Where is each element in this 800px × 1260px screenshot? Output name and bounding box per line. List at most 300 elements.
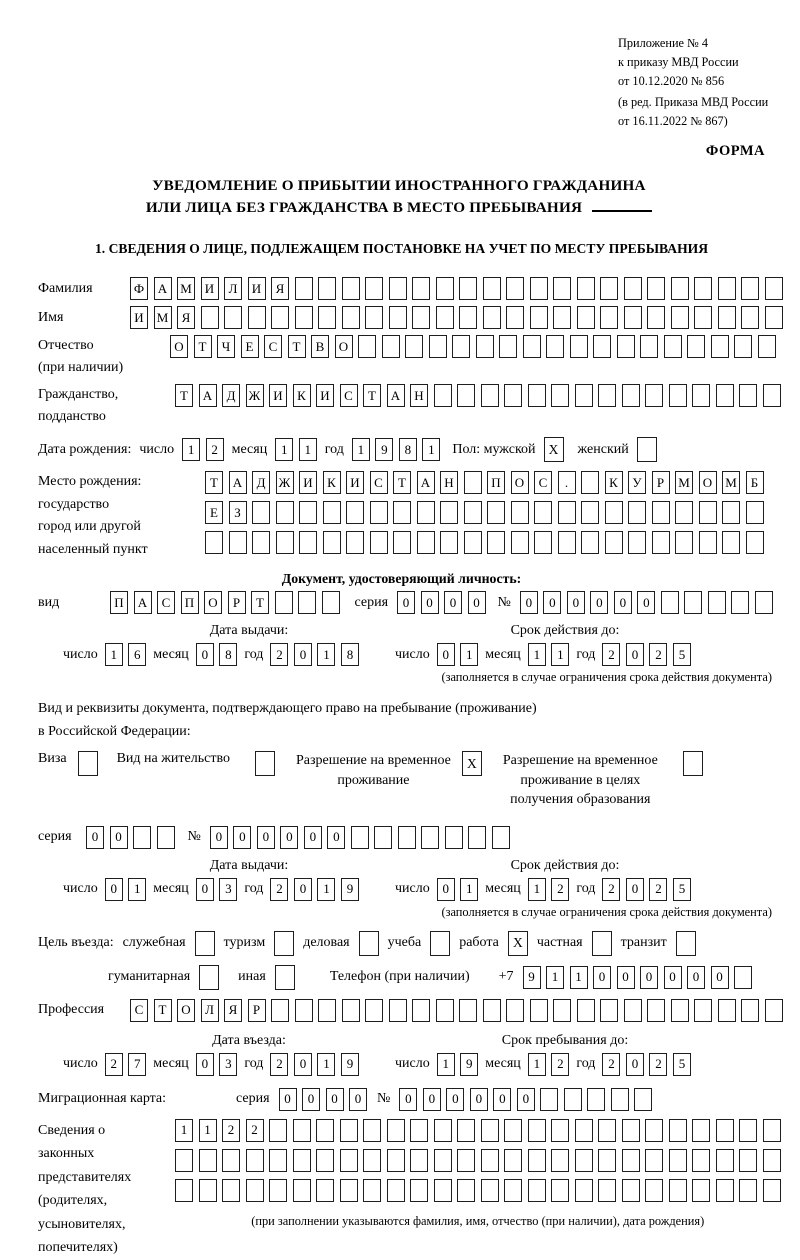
form-cell[interactable] — [175, 1179, 193, 1202]
form-cell[interactable]: 1 — [182, 438, 200, 461]
form-cell[interactable]: С — [534, 471, 552, 494]
form-cell[interactable] — [765, 999, 783, 1022]
form-cell[interactable] — [252, 531, 270, 554]
form-cell[interactable]: 0 — [617, 966, 635, 989]
form-cell[interactable]: Е — [205, 501, 223, 524]
form-cell[interactable] — [481, 384, 499, 407]
form-cell[interactable] — [575, 1119, 593, 1142]
form-cell[interactable]: 1 — [299, 438, 317, 461]
form-cell[interactable]: 0 — [640, 966, 658, 989]
form-cell[interactable] — [652, 531, 670, 554]
form-cell[interactable]: 0 — [593, 966, 611, 989]
form-cell[interactable] — [199, 1179, 217, 1202]
form-cell[interactable] — [530, 277, 548, 300]
form-cell[interactable] — [205, 531, 223, 554]
form-cell[interactable] — [434, 1179, 452, 1202]
form-cell[interactable]: 1 — [175, 1119, 193, 1142]
form-cell[interactable] — [483, 277, 501, 300]
form-cell[interactable] — [534, 531, 552, 554]
form-cell[interactable] — [731, 591, 749, 614]
form-cell[interactable]: И — [130, 306, 148, 329]
form-cell[interactable]: О — [335, 335, 353, 358]
form-cell[interactable]: 1 — [460, 643, 478, 666]
form-cell[interactable] — [504, 1119, 522, 1142]
form-cell[interactable]: 2 — [270, 643, 288, 666]
form-cell[interactable]: У — [628, 471, 646, 494]
form-cell[interactable] — [647, 306, 665, 329]
form-cell[interactable] — [611, 1088, 629, 1111]
form-cell[interactable] — [645, 1149, 663, 1172]
form-cell[interactable] — [528, 1179, 546, 1202]
form-cell[interactable]: И — [269, 384, 287, 407]
form-cell[interactable]: 0 — [446, 1088, 464, 1111]
form-cell[interactable]: 0 — [614, 591, 632, 614]
form-cell[interactable]: 0 — [294, 878, 312, 901]
form-cell[interactable]: 0 — [493, 1088, 511, 1111]
purpose-private-checkbox[interactable] — [592, 931, 612, 956]
form-cell[interactable] — [763, 1179, 781, 1202]
form-cell[interactable]: 0 — [421, 591, 439, 614]
form-cell[interactable] — [440, 531, 458, 554]
form-cell[interactable]: М — [177, 277, 195, 300]
form-cell[interactable] — [716, 384, 734, 407]
form-cell[interactable] — [346, 501, 364, 524]
form-cell[interactable] — [669, 1119, 687, 1142]
form-cell[interactable] — [222, 1179, 240, 1202]
form-cell[interactable] — [624, 306, 642, 329]
form-cell[interactable] — [739, 1179, 757, 1202]
form-cell[interactable] — [316, 1119, 334, 1142]
form-cell[interactable]: 0 — [423, 1088, 441, 1111]
form-cell[interactable]: 1 — [528, 1053, 546, 1076]
form-cell[interactable] — [722, 501, 740, 524]
form-cell[interactable]: А — [134, 591, 152, 614]
form-cell[interactable]: Т — [194, 335, 212, 358]
form-cell[interactable] — [365, 277, 383, 300]
form-cell[interactable] — [351, 826, 369, 849]
form-cell[interactable]: Я — [224, 999, 242, 1022]
form-cell[interactable] — [295, 999, 313, 1022]
form-cell[interactable]: . — [558, 471, 576, 494]
form-cell[interactable] — [133, 826, 151, 849]
form-cell[interactable] — [412, 306, 430, 329]
form-cell[interactable]: 2 — [270, 878, 288, 901]
form-cell[interactable] — [652, 501, 670, 524]
form-cell[interactable] — [530, 306, 548, 329]
form-cell[interactable]: 1 — [528, 643, 546, 666]
form-cell[interactable] — [684, 591, 702, 614]
form-cell[interactable]: 9 — [523, 966, 541, 989]
form-cell[interactable]: Н — [410, 384, 428, 407]
form-cell[interactable]: 2 — [602, 643, 620, 666]
form-cell[interactable]: 1 — [105, 643, 123, 666]
form-cell[interactable] — [687, 335, 705, 358]
form-cell[interactable]: К — [323, 471, 341, 494]
form-cell[interactable] — [363, 1179, 381, 1202]
form-cell[interactable] — [374, 826, 392, 849]
form-cell[interactable] — [481, 1119, 499, 1142]
form-cell[interactable] — [457, 1179, 475, 1202]
form-cell[interactable]: 0 — [626, 1053, 644, 1076]
form-cell[interactable] — [269, 1119, 287, 1142]
form-cell[interactable] — [387, 1119, 405, 1142]
form-cell[interactable] — [504, 1179, 522, 1202]
form-cell[interactable] — [763, 384, 781, 407]
form-cell[interactable]: О — [699, 471, 717, 494]
form-cell[interactable] — [558, 531, 576, 554]
form-cell[interactable]: 2 — [551, 1053, 569, 1076]
form-cell[interactable]: П — [181, 591, 199, 614]
form-cell[interactable] — [436, 999, 454, 1022]
form-cell[interactable] — [716, 1119, 734, 1142]
form-cell[interactable] — [387, 1149, 405, 1172]
form-cell[interactable] — [316, 1179, 334, 1202]
form-cell[interactable] — [551, 384, 569, 407]
form-cell[interactable] — [718, 277, 736, 300]
form-cell[interactable]: Р — [248, 999, 266, 1022]
form-cell[interactable] — [340, 1119, 358, 1142]
form-cell[interactable] — [405, 335, 423, 358]
form-cell[interactable]: П — [110, 591, 128, 614]
form-cell[interactable]: 9 — [460, 1053, 478, 1076]
form-cell[interactable]: И — [201, 277, 219, 300]
form-cell[interactable] — [598, 1149, 616, 1172]
form-cell[interactable]: Д — [252, 471, 270, 494]
form-cell[interactable] — [605, 501, 623, 524]
form-cell[interactable] — [581, 501, 599, 524]
form-cell[interactable] — [598, 384, 616, 407]
form-cell[interactable] — [669, 384, 687, 407]
form-cell[interactable] — [575, 1149, 593, 1172]
form-cell[interactable]: Т — [154, 999, 172, 1022]
form-cell[interactable] — [741, 277, 759, 300]
form-cell[interactable] — [506, 306, 524, 329]
temp-residence-checkbox[interactable]: X — [462, 751, 482, 776]
form-cell[interactable]: Т — [288, 335, 306, 358]
purpose-study-checkbox[interactable] — [430, 931, 450, 956]
form-cell[interactable] — [534, 501, 552, 524]
form-cell[interactable] — [434, 1119, 452, 1142]
form-cell[interactable] — [587, 1088, 605, 1111]
form-cell[interactable]: 2 — [602, 878, 620, 901]
form-cell[interactable]: Ж — [276, 471, 294, 494]
form-cell[interactable]: А — [387, 384, 405, 407]
form-cell[interactable] — [382, 335, 400, 358]
form-cell[interactable] — [600, 999, 618, 1022]
form-cell[interactable]: М — [722, 471, 740, 494]
form-cell[interactable]: 8 — [219, 643, 237, 666]
form-cell[interactable] — [511, 501, 529, 524]
form-cell[interactable] — [694, 277, 712, 300]
form-cell[interactable] — [671, 999, 689, 1022]
form-cell[interactable] — [622, 1149, 640, 1172]
form-cell[interactable] — [692, 1149, 710, 1172]
form-cell[interactable]: А — [229, 471, 247, 494]
form-cell[interactable]: 0 — [399, 1088, 417, 1111]
form-cell[interactable] — [716, 1149, 734, 1172]
form-cell[interactable] — [551, 1149, 569, 1172]
form-cell[interactable] — [577, 999, 595, 1022]
form-cell[interactable]: 1 — [317, 1053, 335, 1076]
form-cell[interactable] — [746, 531, 764, 554]
form-cell[interactable] — [551, 1179, 569, 1202]
temp-residence-edu-checkbox[interactable] — [683, 751, 703, 776]
form-cell[interactable] — [765, 306, 783, 329]
form-cell[interactable] — [669, 1149, 687, 1172]
form-cell[interactable] — [716, 1179, 734, 1202]
form-cell[interactable]: 1 — [317, 643, 335, 666]
residence-permit-checkbox[interactable] — [255, 751, 275, 776]
form-cell[interactable] — [340, 1149, 358, 1172]
form-cell[interactable] — [363, 1149, 381, 1172]
form-cell[interactable] — [763, 1149, 781, 1172]
form-cell[interactable]: 5 — [673, 878, 691, 901]
form-cell[interactable]: 0 — [304, 826, 322, 849]
form-cell[interactable]: С — [130, 999, 148, 1022]
form-cell[interactable] — [645, 1119, 663, 1142]
form-cell[interactable]: Т — [251, 591, 269, 614]
form-cell[interactable] — [248, 306, 266, 329]
form-cell[interactable]: 0 — [664, 966, 682, 989]
form-cell[interactable]: Ф — [130, 277, 148, 300]
form-cell[interactable]: С — [340, 384, 358, 407]
form-cell[interactable]: 0 — [567, 591, 585, 614]
form-cell[interactable]: Ч — [217, 335, 235, 358]
form-cell[interactable]: 0 — [210, 826, 228, 849]
form-cell[interactable] — [694, 999, 712, 1022]
form-cell[interactable]: 7 — [128, 1053, 146, 1076]
form-cell[interactable] — [581, 531, 599, 554]
form-cell[interactable] — [739, 1119, 757, 1142]
form-cell[interactable] — [506, 999, 524, 1022]
form-cell[interactable] — [269, 1149, 287, 1172]
form-cell[interactable] — [459, 999, 477, 1022]
form-cell[interactable]: 8 — [399, 438, 417, 461]
form-cell[interactable]: 1 — [570, 966, 588, 989]
form-cell[interactable] — [741, 999, 759, 1022]
form-cell[interactable]: 1 — [422, 438, 440, 461]
form-cell[interactable] — [346, 531, 364, 554]
form-cell[interactable] — [440, 501, 458, 524]
form-cell[interactable]: 1 — [551, 643, 569, 666]
form-cell[interactable] — [452, 335, 470, 358]
form-cell[interactable]: Н — [440, 471, 458, 494]
form-cell[interactable]: 0 — [517, 1088, 535, 1111]
form-cell[interactable]: В — [311, 335, 329, 358]
form-cell[interactable]: 0 — [196, 1053, 214, 1076]
form-cell[interactable] — [459, 306, 477, 329]
form-cell[interactable] — [528, 1149, 546, 1172]
form-cell[interactable]: 1 — [199, 1119, 217, 1142]
form-cell[interactable]: Л — [201, 999, 219, 1022]
form-cell[interactable] — [553, 999, 571, 1022]
form-cell[interactable]: 0 — [468, 591, 486, 614]
sex-male-checkbox[interactable]: X — [544, 437, 564, 462]
form-cell[interactable]: 0 — [437, 878, 455, 901]
form-cell[interactable] — [299, 531, 317, 554]
form-cell[interactable] — [417, 501, 435, 524]
form-cell[interactable] — [577, 277, 595, 300]
form-cell[interactable]: 9 — [341, 878, 359, 901]
form-cell[interactable]: 0 — [637, 591, 655, 614]
form-cell[interactable]: Л — [224, 277, 242, 300]
form-cell[interactable]: 0 — [590, 591, 608, 614]
form-cell[interactable] — [275, 591, 293, 614]
form-cell[interactable] — [476, 335, 494, 358]
form-cell[interactable]: 1 — [437, 1053, 455, 1076]
form-cell[interactable] — [276, 531, 294, 554]
form-cell[interactable]: 0 — [257, 826, 275, 849]
form-cell[interactable]: 2 — [206, 438, 224, 461]
form-cell[interactable]: 2 — [270, 1053, 288, 1076]
form-cell[interactable] — [523, 335, 541, 358]
form-cell[interactable] — [763, 1119, 781, 1142]
form-cell[interactable]: Т — [393, 471, 411, 494]
form-cell[interactable] — [593, 335, 611, 358]
form-cell[interactable]: 8 — [341, 643, 359, 666]
form-cell[interactable]: 0 — [687, 966, 705, 989]
form-cell[interactable] — [564, 1088, 582, 1111]
form-cell[interactable] — [647, 277, 665, 300]
form-cell[interactable] — [363, 1119, 381, 1142]
form-cell[interactable] — [269, 1179, 287, 1202]
form-cell[interactable]: 0 — [349, 1088, 367, 1111]
purpose-business-checkbox[interactable] — [359, 931, 379, 956]
form-cell[interactable] — [464, 501, 482, 524]
form-cell[interactable]: Т — [363, 384, 381, 407]
form-cell[interactable]: К — [293, 384, 311, 407]
form-cell[interactable] — [271, 306, 289, 329]
form-cell[interactable]: 1 — [528, 878, 546, 901]
form-cell[interactable] — [765, 277, 783, 300]
form-cell[interactable] — [246, 1179, 264, 1202]
form-cell[interactable]: П — [487, 471, 505, 494]
form-cell[interactable] — [692, 1179, 710, 1202]
form-cell[interactable] — [722, 531, 740, 554]
purpose-official-checkbox[interactable] — [195, 931, 215, 956]
form-cell[interactable] — [199, 1149, 217, 1172]
form-cell[interactable] — [299, 501, 317, 524]
form-cell[interactable] — [370, 531, 388, 554]
form-cell[interactable]: К — [605, 471, 623, 494]
form-cell[interactable]: 0 — [105, 878, 123, 901]
form-cell[interactable] — [175, 1149, 193, 1172]
form-cell[interactable] — [434, 1149, 452, 1172]
form-cell[interactable] — [699, 501, 717, 524]
form-cell[interactable]: 5 — [673, 1053, 691, 1076]
form-cell[interactable] — [464, 531, 482, 554]
form-cell[interactable] — [692, 384, 710, 407]
form-cell[interactable] — [739, 1149, 757, 1172]
form-cell[interactable] — [229, 531, 247, 554]
form-cell[interactable] — [528, 384, 546, 407]
form-cell[interactable]: И — [299, 471, 317, 494]
form-cell[interactable] — [293, 1119, 311, 1142]
form-cell[interactable] — [581, 471, 599, 494]
form-cell[interactable] — [398, 826, 416, 849]
form-cell[interactable] — [393, 531, 411, 554]
form-cell[interactable]: 1 — [546, 966, 564, 989]
form-cell[interactable] — [298, 591, 316, 614]
form-cell[interactable] — [323, 531, 341, 554]
form-cell[interactable] — [358, 335, 376, 358]
form-cell[interactable] — [624, 999, 642, 1022]
form-cell[interactable] — [622, 1179, 640, 1202]
form-cell[interactable] — [487, 501, 505, 524]
form-cell[interactable]: Е — [241, 335, 259, 358]
form-cell[interactable] — [271, 999, 289, 1022]
purpose-humanitarian-checkbox[interactable] — [199, 965, 219, 990]
form-cell[interactable] — [224, 306, 242, 329]
form-cell[interactable] — [758, 335, 776, 358]
form-cell[interactable] — [389, 999, 407, 1022]
form-cell[interactable] — [342, 277, 360, 300]
form-cell[interactable] — [640, 335, 658, 358]
form-cell[interactable] — [671, 306, 689, 329]
form-cell[interactable] — [511, 531, 529, 554]
purpose-transit-checkbox[interactable] — [676, 931, 696, 956]
form-cell[interactable]: 0 — [543, 591, 561, 614]
form-cell[interactable]: 6 — [128, 643, 146, 666]
form-cell[interactable]: 0 — [196, 643, 214, 666]
form-cell[interactable] — [699, 531, 717, 554]
form-cell[interactable] — [157, 826, 175, 849]
form-cell[interactable] — [553, 306, 571, 329]
form-cell[interactable] — [718, 306, 736, 329]
form-cell[interactable] — [293, 1179, 311, 1202]
form-cell[interactable] — [365, 306, 383, 329]
form-cell[interactable] — [222, 1149, 240, 1172]
form-cell[interactable]: 9 — [341, 1053, 359, 1076]
form-cell[interactable] — [645, 1179, 663, 1202]
form-cell[interactable]: Т — [175, 384, 193, 407]
form-cell[interactable]: М — [154, 306, 172, 329]
form-cell[interactable]: И — [346, 471, 364, 494]
form-cell[interactable] — [370, 501, 388, 524]
form-cell[interactable] — [387, 1179, 405, 1202]
form-cell[interactable] — [734, 966, 752, 989]
form-cell[interactable]: О — [177, 999, 195, 1022]
form-cell[interactable] — [322, 591, 340, 614]
form-cell[interactable] — [436, 277, 454, 300]
form-cell[interactable] — [457, 384, 475, 407]
form-cell[interactable] — [457, 1119, 475, 1142]
form-cell[interactable]: Р — [228, 591, 246, 614]
form-cell[interactable] — [318, 999, 336, 1022]
form-cell[interactable] — [295, 277, 313, 300]
form-cell[interactable] — [340, 1179, 358, 1202]
form-cell[interactable]: 0 — [294, 643, 312, 666]
form-cell[interactable]: З — [229, 501, 247, 524]
form-cell[interactable] — [410, 1179, 428, 1202]
form-cell[interactable] — [553, 277, 571, 300]
form-cell[interactable] — [293, 1149, 311, 1172]
form-cell[interactable] — [718, 999, 736, 1022]
form-cell[interactable]: 0 — [294, 1053, 312, 1076]
form-cell[interactable]: Я — [271, 277, 289, 300]
form-cell[interactable] — [318, 306, 336, 329]
form-cell[interactable]: Ж — [246, 384, 264, 407]
form-cell[interactable] — [664, 335, 682, 358]
form-cell[interactable]: Я — [177, 306, 195, 329]
form-cell[interactable] — [669, 1179, 687, 1202]
form-cell[interactable]: 0 — [397, 591, 415, 614]
form-cell[interactable] — [464, 471, 482, 494]
form-cell[interactable] — [598, 1119, 616, 1142]
form-cell[interactable] — [628, 501, 646, 524]
form-cell[interactable]: 3 — [219, 1053, 237, 1076]
form-cell[interactable] — [459, 277, 477, 300]
